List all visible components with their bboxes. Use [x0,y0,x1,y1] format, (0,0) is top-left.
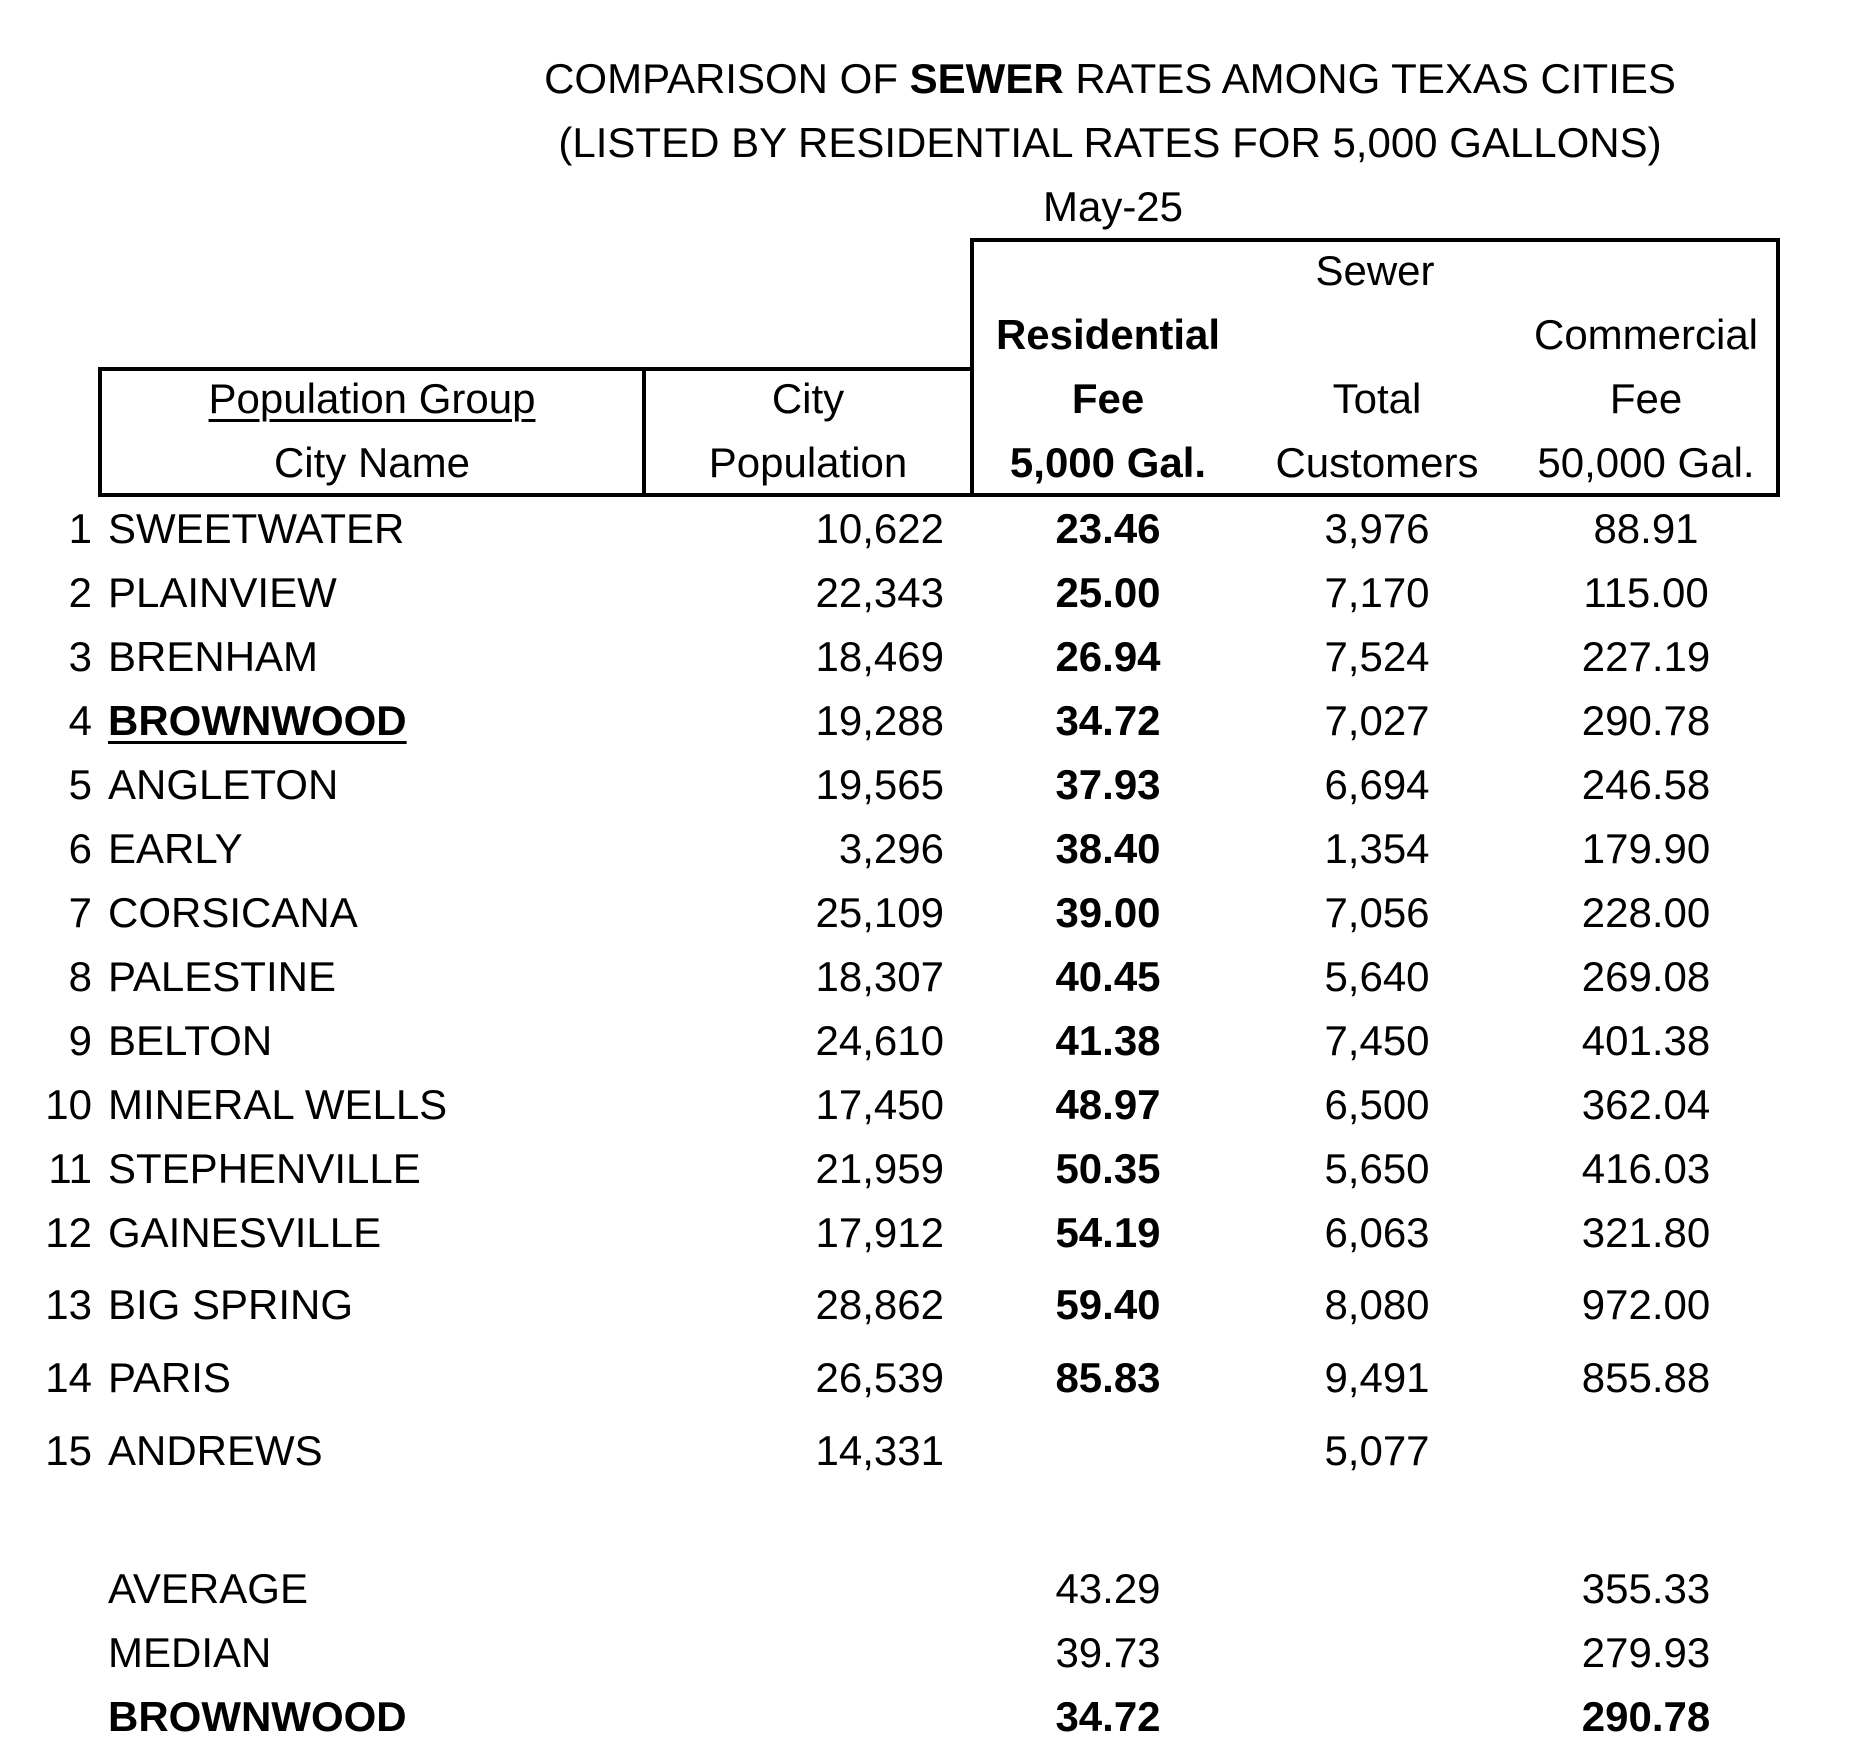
header-commercial-gal: 50,000 Gal. [1537,439,1755,486]
cell-res-fee: 85.83 [1055,1354,1161,1401]
cell-com-fee: 88.91 [1593,505,1699,552]
cell-com-fee: 401.38 [1581,1017,1711,1064]
report-date: May-25 [1042,183,1184,230]
report-title-line-1 [460,55,1760,102]
cell-customers: 3,976 [1324,505,1430,552]
cell-city [108,697,628,744]
cell-customers: 7,027 [1324,697,1430,744]
cell-customers: 5,640 [1324,953,1430,1000]
cell-res-fee: 23.46 [1055,505,1161,552]
cell-city: EARLY [108,825,243,872]
cell-rank: 13 [45,1281,92,1328]
header-sewer-group: Sewer [1315,247,1435,294]
cell-population: 18,307 [815,953,944,1000]
cell-rank: 8 [68,953,92,1000]
header-commercial-fee: Fee [1609,375,1683,422]
cell-rank: 12 [45,1209,92,1256]
cell-res-fee: 39.00 [1055,889,1161,936]
cell-rank: 4 [68,697,92,744]
title-text-after: RATES AMONG TEXAS CITIES [1063,55,1676,102]
cell-city: MINERAL WELLS [108,1081,448,1128]
cell-customers: 7,170 [1324,569,1430,616]
header-city-name: City Name [273,439,471,486]
cell-population: 21,959 [815,1145,944,1192]
cell-population: 14,331 [815,1427,944,1474]
cell-population: 22,343 [815,569,944,616]
cell-population: 28,862 [815,1281,944,1328]
report-title-line-2: (LISTED BY RESIDENTIAL RATES FOR 5,000 GALLONS) [558,119,1662,166]
header-population-group [102,375,642,422]
cell-city: CORSICANA [108,889,358,936]
cell-com-fee: 362.04 [1581,1081,1711,1128]
cell-com-fee: 290.78 [1581,697,1711,744]
summary-com-fee: 290.78 [1581,1693,1711,1740]
cell-population: 26,539 [815,1354,944,1401]
cell-com-fee: 227.19 [1581,633,1711,680]
cell-city: BIG SPRING [108,1281,354,1328]
cell-city: STEPHENVILLE [108,1145,421,1192]
cell-population: 18,469 [815,633,944,680]
cell-rank: 1 [68,505,92,552]
cell-customers: 6,694 [1324,761,1430,808]
cell-population: 10,622 [815,505,944,552]
cell-com-fee: 115.00 [1583,569,1709,616]
cell-com-fee: 179.90 [1581,825,1711,872]
summary-res-fee: 34.72 [1055,1693,1161,1740]
cell-rank: 2 [68,569,92,616]
cell-city: BRENHAM [108,633,319,680]
cell-city: PALESTINE [108,953,336,1000]
title-text-bold: SEWER [909,55,1064,102]
header-total: Total [1332,375,1422,422]
header-population-group-text: Population Group [208,375,536,422]
header-residential: Residential [995,311,1221,358]
cell-com-fee: 321.80 [1581,1209,1711,1256]
cell-customers: 6,500 [1324,1081,1430,1128]
cell-com-fee: 972.00 [1581,1281,1711,1328]
cell-rank: 5 [68,761,92,808]
cell-rank: 11 [48,1145,92,1192]
highlight-city-name: BROWNWOOD [108,697,407,744]
cell-rank: 7 [68,889,92,936]
cell-res-fee: 40.45 [1055,953,1161,1000]
header-population: Population [708,439,908,486]
cell-customers: 5,077 [1324,1427,1430,1474]
cell-population: 25,109 [815,889,944,936]
cell-city: BELTON [108,1017,273,1064]
cell-customers: 7,056 [1324,889,1430,936]
header-customers: Customers [1275,439,1479,486]
cell-res-fee: 37.93 [1055,761,1161,808]
cell-res-fee: 48.97 [1055,1081,1161,1128]
cell-rank: 10 [45,1081,92,1128]
summary-label: MEDIAN [108,1629,272,1676]
cell-customers: 7,450 [1324,1017,1430,1064]
cell-city: GAINESVILLE [108,1209,382,1256]
cell-rank: 6 [68,825,92,872]
cell-population: 24,610 [815,1017,944,1064]
cell-res-fee: 59.40 [1055,1281,1161,1328]
cell-rank: 3 [68,633,92,680]
cell-res-fee: 41.38 [1055,1017,1161,1064]
cell-customers: 1,354 [1324,825,1430,872]
cell-population: 19,288 [815,697,944,744]
cell-com-fee: 228.00 [1581,889,1711,936]
cell-customers: 5,650 [1324,1145,1430,1192]
summary-com-fee: 355.33 [1581,1565,1711,1612]
summary-label: AVERAGE [108,1565,308,1612]
cell-customers: 6,063 [1324,1209,1430,1256]
cell-rank: 14 [45,1354,92,1401]
cell-city: SWEETWATER [108,505,405,552]
cell-customers: 8,080 [1324,1281,1430,1328]
cell-customers: 7,524 [1324,633,1430,680]
cell-city: PARIS [108,1354,231,1401]
summary-label: BROWNWOOD [108,1693,407,1740]
summary-com-fee: 279.93 [1581,1629,1711,1676]
cell-population: 17,912 [815,1209,944,1256]
header-residential-gal: 5,000 Gal. [1009,439,1207,486]
cell-population: 19,565 [815,761,944,808]
cell-com-fee: 855.88 [1581,1354,1711,1401]
cell-res-fee: 26.94 [1055,633,1161,680]
cell-res-fee: 50.35 [1055,1145,1161,1192]
summary-res-fee: 39.73 [1055,1629,1161,1676]
cell-population: 3,296 [838,825,944,872]
cell-city: ANGLETON [108,761,339,808]
header-city: City [771,375,845,422]
cell-com-fee: 269.08 [1581,953,1711,1000]
header-residential-fee: Fee [1071,375,1145,422]
title-text-before: COMPARISON OF [544,55,910,102]
cell-res-fee: 34.72 [1055,697,1161,744]
cell-res-fee: 25.00 [1055,569,1161,616]
cell-rank: 15 [45,1427,92,1474]
cell-rank: 9 [68,1017,92,1064]
cell-res-fee: 38.40 [1055,825,1161,872]
cell-population: 17,450 [815,1081,944,1128]
cell-customers: 9,491 [1324,1354,1430,1401]
cell-com-fee: 416.03 [1581,1145,1711,1192]
header-commercial: Commercial [1533,311,1759,358]
cell-com-fee: 246.58 [1581,761,1711,808]
cell-city: PLAINVIEW [108,569,337,616]
summary-res-fee: 43.29 [1055,1565,1161,1612]
cell-res-fee: 54.19 [1055,1209,1161,1256]
cell-city: ANDREWS [108,1427,323,1474]
